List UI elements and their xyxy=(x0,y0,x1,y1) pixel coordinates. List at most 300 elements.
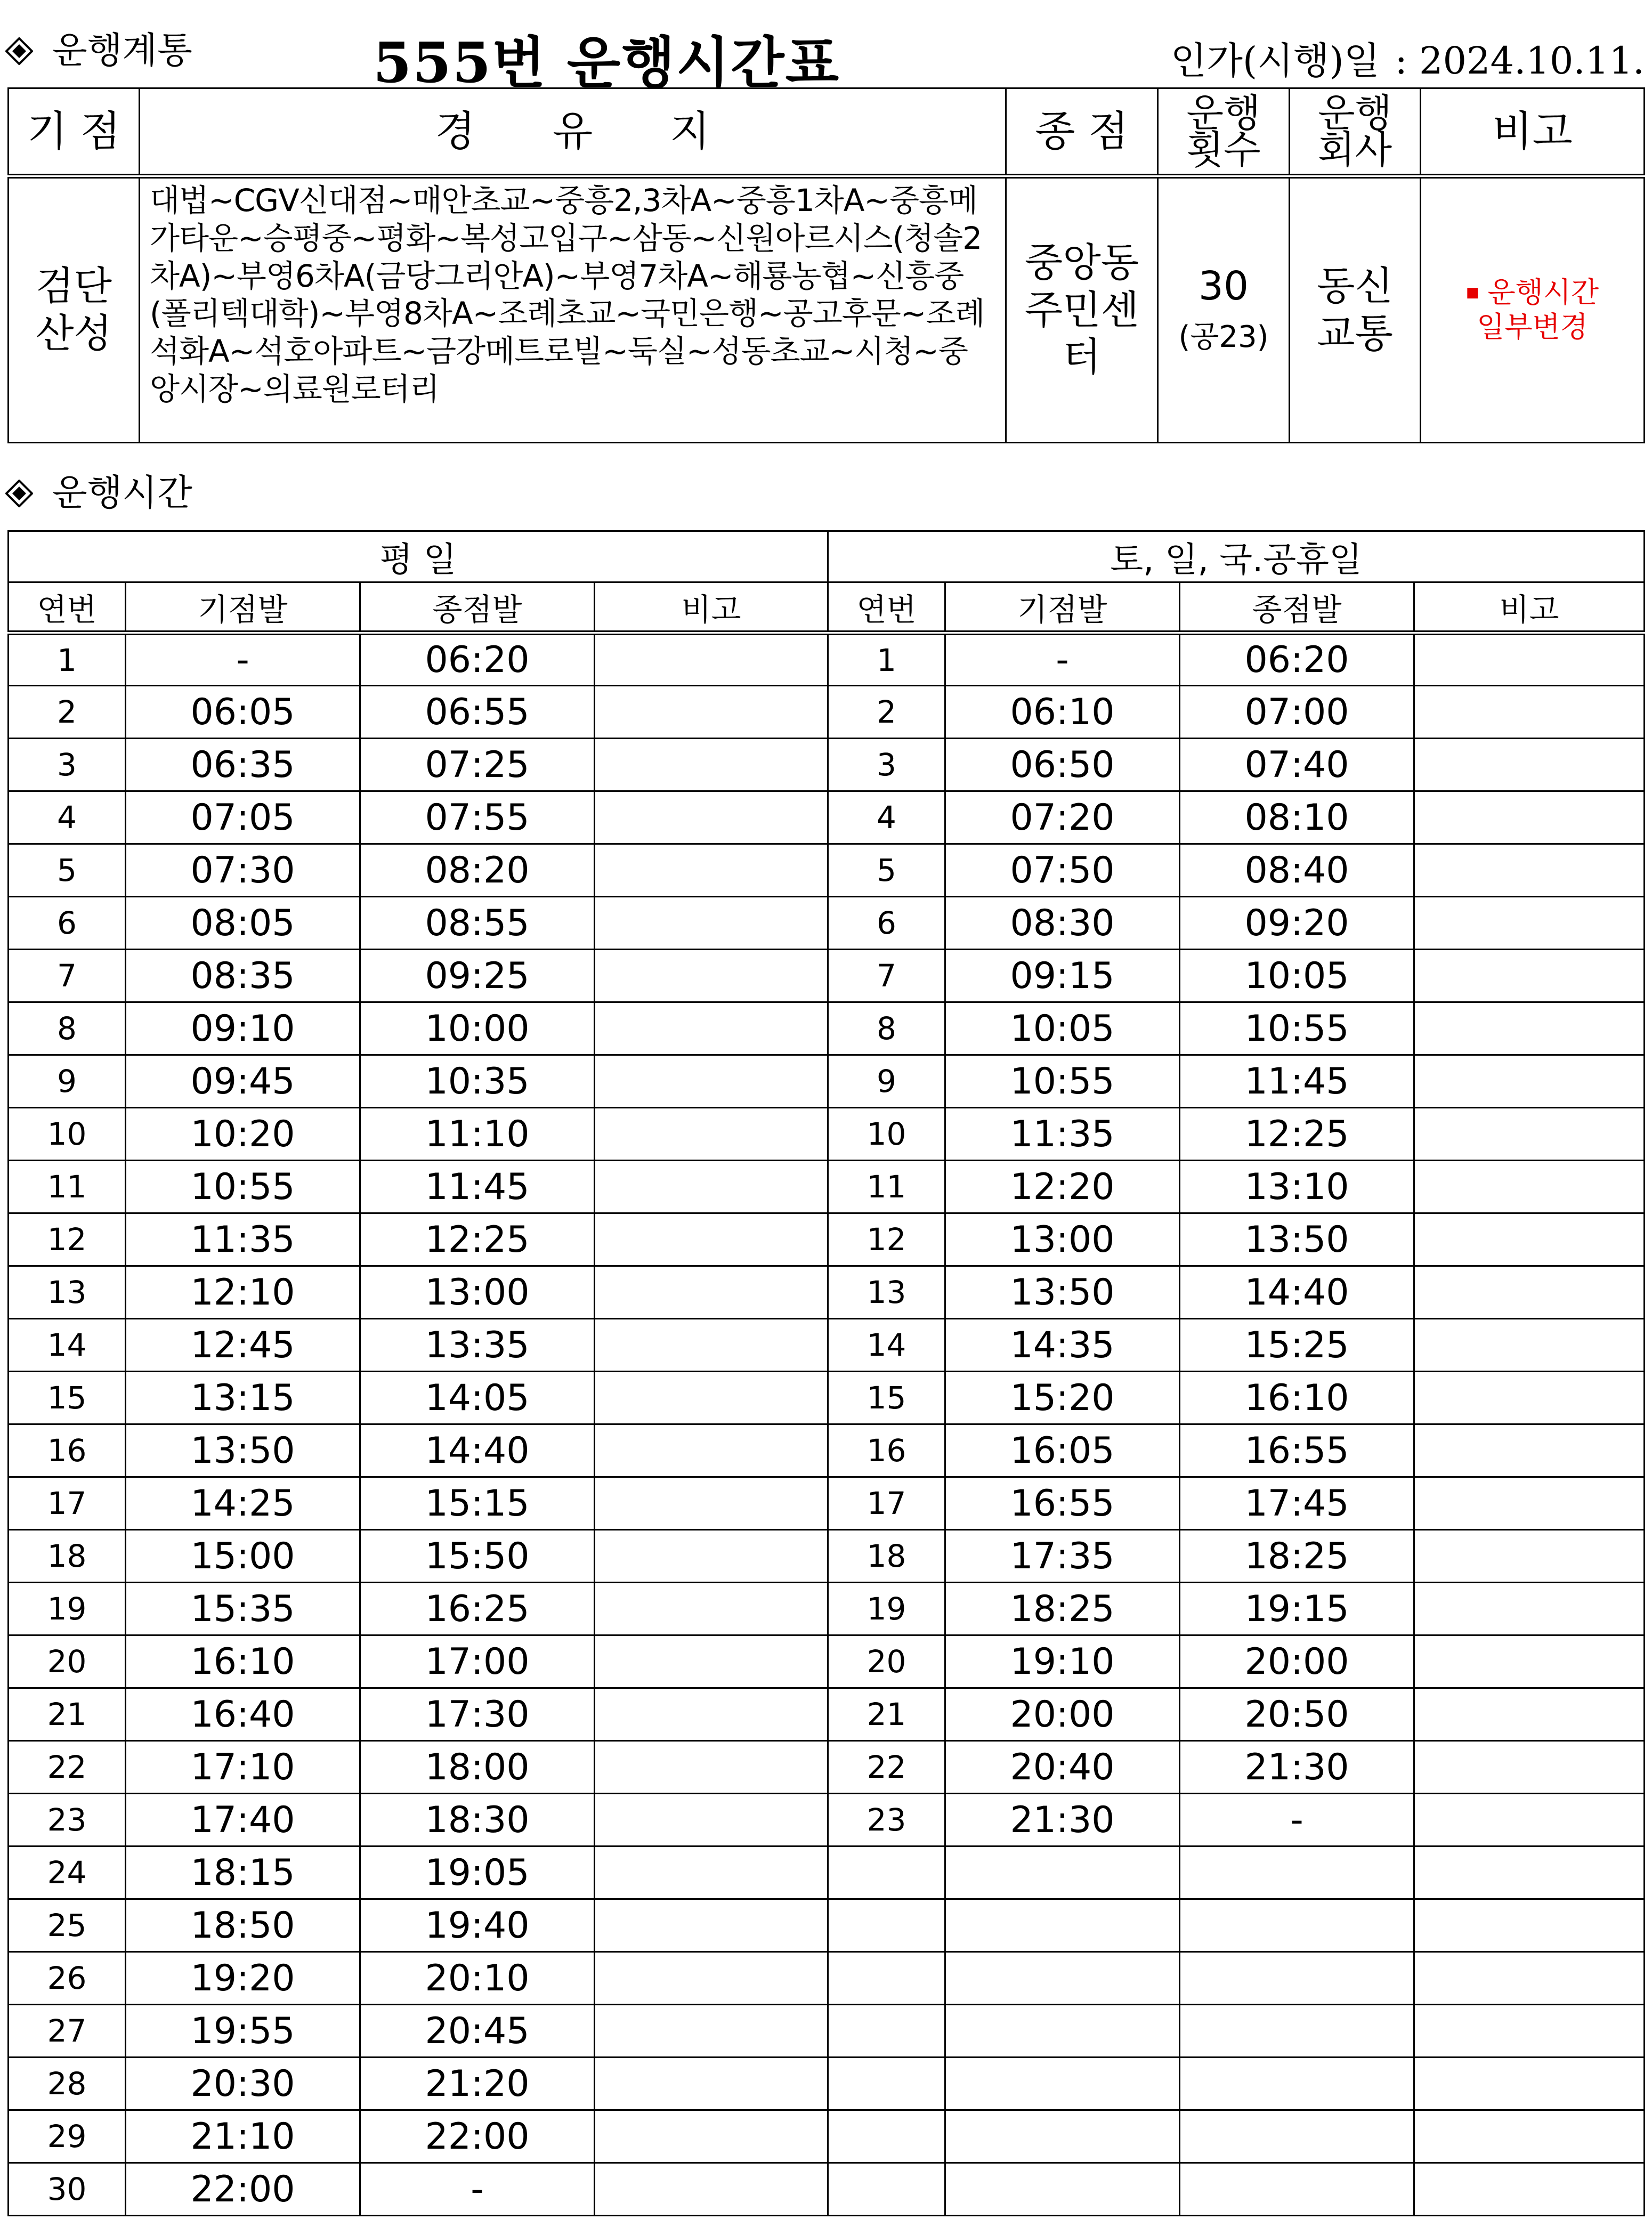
weekday-note-cell xyxy=(595,1108,828,1161)
run-count-sub: (공23) xyxy=(1178,320,1269,354)
diamond-bullet-icon xyxy=(5,37,33,65)
holiday-start-time xyxy=(945,1847,1180,1899)
table-row xyxy=(9,633,1645,686)
table-row xyxy=(9,1055,1645,1108)
table-row xyxy=(9,1635,1645,1688)
holiday-end-time xyxy=(1180,1952,1414,2005)
weekday-run-no: 3 xyxy=(9,739,126,791)
holiday-col-note: 비고 xyxy=(1414,582,1645,633)
holiday-start-time: 07:20 xyxy=(945,791,1180,844)
holiday-note-cell xyxy=(1414,1161,1645,1213)
table-row xyxy=(9,1372,1645,1424)
holiday-start-time: 06:50 xyxy=(945,739,1180,791)
weekday-col-note: 비고 xyxy=(595,582,828,633)
weekday-end-time: 08:20 xyxy=(360,844,595,897)
holiday-start-time: 17:35 xyxy=(945,1530,1180,1583)
weekday-end-time: 15:50 xyxy=(360,1530,595,1583)
weekday-col-end: 종점발 xyxy=(360,582,595,633)
weekday-end-time: - xyxy=(360,2163,595,2216)
weekday-end-time: 20:45 xyxy=(360,2005,595,2058)
weekday-note-cell xyxy=(595,1055,828,1108)
holiday-start-time: 10:55 xyxy=(945,1055,1180,1108)
holiday-note-cell xyxy=(1414,1635,1645,1688)
holiday-note-cell xyxy=(1414,1108,1645,1161)
holiday-note-cell xyxy=(1414,1688,1645,1741)
holiday-end-time: 17:45 xyxy=(1180,1477,1414,1530)
holiday-run-no: 2 xyxy=(828,686,945,739)
holiday-end-time: 13:10 xyxy=(1180,1161,1414,1213)
weekday-run-no: 18 xyxy=(9,1530,126,1583)
weekday-end-time: 11:45 xyxy=(360,1161,595,1213)
weekday-note-cell xyxy=(595,1002,828,1055)
holiday-note-cell xyxy=(1414,1741,1645,1794)
table-row xyxy=(9,2005,1645,2058)
header-company-line2: 회사 xyxy=(1317,127,1392,172)
weekday-note-cell xyxy=(595,1372,828,1424)
holiday-start-time: 07:50 xyxy=(945,844,1180,897)
holiday-start-time xyxy=(945,2163,1180,2216)
schedule-column-header-row xyxy=(9,582,1645,633)
holiday-col-no: 연번 xyxy=(828,582,945,633)
holiday-end-time: 18:25 xyxy=(1180,1530,1414,1583)
end-stop-line3: 터 xyxy=(1063,334,1101,380)
weekday-note-cell xyxy=(595,686,828,739)
weekday-run-no: 2 xyxy=(9,686,126,739)
weekday-end-time: 21:20 xyxy=(360,2058,595,2110)
holiday-end-time xyxy=(1180,2163,1414,2216)
table-row xyxy=(9,1319,1645,1372)
weekday-run-no: 4 xyxy=(9,791,126,844)
weekday-note-cell xyxy=(595,1952,828,2005)
weekday-start-time: 13:50 xyxy=(126,1424,360,1477)
holiday-end-time: 20:00 xyxy=(1180,1635,1414,1688)
weekday-start-time: 19:55 xyxy=(126,2005,360,2058)
holiday-note-cell xyxy=(1414,633,1645,686)
weekday-run-no: 25 xyxy=(9,1899,126,1952)
route-section-label: 운행계통 xyxy=(52,30,192,72)
weekday-start-time: 15:00 xyxy=(126,1530,360,1583)
table-row xyxy=(9,1477,1645,1530)
header-runs xyxy=(1158,88,1290,176)
holiday-start-time: 16:55 xyxy=(945,1477,1180,1530)
end-stop-line1: 중앙동 xyxy=(1024,239,1139,286)
weekday-end-time: 08:55 xyxy=(360,897,595,950)
weekday-start-time: 17:10 xyxy=(126,1741,360,1794)
weekday-run-no: 8 xyxy=(9,1002,126,1055)
holiday-end-time: 20:50 xyxy=(1180,1688,1414,1741)
holiday-run-no: 22 xyxy=(828,1741,945,1794)
company-line2: 교통 xyxy=(1317,311,1393,357)
weekday-note-cell xyxy=(595,1794,828,1847)
holiday-start-time: - xyxy=(945,633,1180,686)
weekday-note-cell xyxy=(595,1741,828,1794)
weekday-end-time: 07:55 xyxy=(360,791,595,844)
weekday-run-no: 12 xyxy=(9,1213,126,1266)
weekday-end-time: 20:10 xyxy=(360,1952,595,2005)
holiday-run-no: 12 xyxy=(828,1213,945,1266)
weekday-end-time: 19:05 xyxy=(360,1847,595,1899)
holiday-start-time: 19:10 xyxy=(945,1635,1180,1688)
weekday-start-time: 13:15 xyxy=(126,1372,360,1424)
holiday-run-no: 14 xyxy=(828,1319,945,1372)
holiday-end-time: - xyxy=(1180,1794,1414,1847)
holiday-start-time: 09:15 xyxy=(945,950,1180,1002)
weekday-end-time: 19:40 xyxy=(360,1899,595,1952)
route-note-line1: 운행시간 xyxy=(1487,276,1599,310)
via-stops: 대법~CGV신대점~매안초교~중흥2,3차A~중흥1차A~중흥메가타운~승평중~평화~복성고입구~삼동~신원아르시스(청솔2차A)~부영6차A(금당그리안A)~부영7차A~해룡농협~신흥중(폴리텍대학)~부영8차A~조례초교~국민은행~공고후문~조례석화A~석호아파트~금강메트로빌~둑실~성동초교~시청~중앙시장~의료원로터리 xyxy=(140,176,1006,443)
weekday-note-cell xyxy=(595,844,828,897)
table-row xyxy=(9,1583,1645,1635)
weekday-run-no: 23 xyxy=(9,1794,126,1847)
table-row xyxy=(9,1952,1645,2005)
holiday-start-time: 15:20 xyxy=(945,1372,1180,1424)
holiday-start-time: 14:35 xyxy=(945,1319,1180,1372)
holiday-note-cell xyxy=(1414,844,1645,897)
weekday-start-time: 18:15 xyxy=(126,1847,360,1899)
holiday-run-no: 1 xyxy=(828,633,945,686)
holiday-run-no: 10 xyxy=(828,1108,945,1161)
route-info-header-row xyxy=(9,88,1645,176)
weekday-start-time: 18:50 xyxy=(126,1899,360,1952)
holiday-end-time: 12:25 xyxy=(1180,1108,1414,1161)
holiday-note-cell xyxy=(1414,1899,1645,1952)
holiday-note-cell xyxy=(1414,1372,1645,1424)
weekday-run-no: 10 xyxy=(9,1108,126,1161)
weekday-start-time: 20:30 xyxy=(126,2058,360,2110)
weekday-note-cell xyxy=(595,1213,828,1266)
weekday-note-cell xyxy=(595,2110,828,2163)
weekday-note-cell xyxy=(595,739,828,791)
table-row xyxy=(9,1530,1645,1583)
holiday-run-no xyxy=(828,2005,945,2058)
holiday-run-no: 11 xyxy=(828,1161,945,1213)
holiday-start-time: 16:05 xyxy=(945,1424,1180,1477)
holiday-run-no: 13 xyxy=(828,1266,945,1319)
weekday-note-cell xyxy=(595,2163,828,2216)
table-row xyxy=(9,1108,1645,1161)
table-row xyxy=(9,1688,1645,1741)
weekday-end-time: 14:40 xyxy=(360,1424,595,1477)
weekday-start-time: 09:10 xyxy=(126,1002,360,1055)
holiday-end-time xyxy=(1180,2058,1414,2110)
weekday-note-cell xyxy=(595,1899,828,1952)
holiday-note-cell xyxy=(1414,1952,1645,2005)
weekday-start-time: 09:45 xyxy=(126,1055,360,1108)
route-info-row xyxy=(9,176,1645,443)
weekday-run-no: 5 xyxy=(9,844,126,897)
schedule-body xyxy=(9,633,1645,2216)
holiday-end-time xyxy=(1180,2005,1414,2058)
holiday-start-time: 12:20 xyxy=(945,1161,1180,1213)
holiday-note-cell xyxy=(1414,950,1645,1002)
holiday-end-time: 13:50 xyxy=(1180,1213,1414,1266)
holiday-note-cell xyxy=(1414,2110,1645,2163)
weekday-run-no: 13 xyxy=(9,1266,126,1319)
weekday-note-cell xyxy=(595,1847,828,1899)
holiday-run-no: 20 xyxy=(828,1635,945,1688)
end-stop xyxy=(1006,176,1158,443)
weekday-note-cell xyxy=(595,1161,828,1213)
holiday-run-no xyxy=(828,2058,945,2110)
holiday-note-cell xyxy=(1414,1847,1645,1899)
weekday-note-cell xyxy=(595,1583,828,1635)
holiday-note-cell xyxy=(1414,2163,1645,2216)
holiday-note-cell xyxy=(1414,791,1645,844)
holiday-end-time: 11:45 xyxy=(1180,1055,1414,1108)
holiday-end-time: 19:15 xyxy=(1180,1583,1414,1635)
holiday-end-time: 15:25 xyxy=(1180,1319,1414,1372)
end-stop-line2: 주민센 xyxy=(1024,287,1139,333)
weekday-start-time: 07:30 xyxy=(126,844,360,897)
route-note-line2: 일부변경 xyxy=(1477,310,1588,344)
holiday-start-time: 10:05 xyxy=(945,1002,1180,1055)
holiday-end-time: 07:40 xyxy=(1180,739,1414,791)
weekday-note-cell xyxy=(595,1477,828,1530)
holiday-run-no: 4 xyxy=(828,791,945,844)
weekday-note-cell xyxy=(595,791,828,844)
schedule-section-label: 운행시간 xyxy=(52,472,192,514)
weekday-note-cell xyxy=(595,1424,828,1477)
table-row xyxy=(9,1741,1645,1794)
weekday-start-time: 15:35 xyxy=(126,1583,360,1635)
header-note: 비고 xyxy=(1421,88,1645,176)
holiday-col-end: 종점발 xyxy=(1180,582,1414,633)
diamond-bullet-icon xyxy=(5,480,33,507)
weekday-start-time: 17:40 xyxy=(126,1794,360,1847)
weekday-start-time: 07:05 xyxy=(126,791,360,844)
holiday-note-cell xyxy=(1414,1319,1645,1372)
header-runs-line1: 운행 xyxy=(1186,91,1261,136)
holiday-note-cell xyxy=(1414,1794,1645,1847)
table-row xyxy=(9,1899,1645,1952)
route-section-title xyxy=(5,30,192,72)
table-row xyxy=(9,950,1645,1002)
weekday-start-time: 06:35 xyxy=(126,739,360,791)
weekday-run-no: 1 xyxy=(9,633,126,686)
weekday-start-time: 16:10 xyxy=(126,1635,360,1688)
holiday-run-no: 21 xyxy=(828,1688,945,1741)
holiday-start-time xyxy=(945,2110,1180,2163)
holiday-end-time: 21:30 xyxy=(1180,1741,1414,1794)
weekday-note-cell xyxy=(595,897,828,950)
header-start: 기 점 xyxy=(9,88,140,176)
holiday-note-cell xyxy=(1414,1583,1645,1635)
schedule-group-header-row xyxy=(9,531,1645,582)
weekday-run-no: 19 xyxy=(9,1583,126,1635)
holiday-start-time xyxy=(945,1952,1180,2005)
holiday-end-time: 10:55 xyxy=(1180,1002,1414,1055)
weekday-start-time: 16:40 xyxy=(126,1688,360,1741)
weekday-end-time: 14:05 xyxy=(360,1372,595,1424)
holiday-start-time: 11:35 xyxy=(945,1108,1180,1161)
weekday-start-time: 21:10 xyxy=(126,2110,360,2163)
holiday-start-time xyxy=(945,2005,1180,2058)
weekday-run-no: 28 xyxy=(9,2058,126,2110)
holiday-run-no: 8 xyxy=(828,1002,945,1055)
weekday-start-time: 22:00 xyxy=(126,2163,360,2216)
holiday-end-time: 09:20 xyxy=(1180,897,1414,950)
holiday-header: 토, 일, 국.공휴일 xyxy=(828,531,1645,582)
weekday-end-time: 16:25 xyxy=(360,1583,595,1635)
header-via-label: 경 유 지 xyxy=(435,107,710,156)
weekday-run-no: 16 xyxy=(9,1424,126,1477)
holiday-start-time: 20:00 xyxy=(945,1688,1180,1741)
weekday-note-cell xyxy=(595,2058,828,2110)
page-title: 555번 운행시간표 xyxy=(373,30,840,95)
table-row xyxy=(9,844,1645,897)
holiday-run-no: 7 xyxy=(828,950,945,1002)
table-row xyxy=(9,2163,1645,2216)
weekday-note-cell xyxy=(595,1266,828,1319)
weekday-note-cell xyxy=(595,1635,828,1688)
weekday-end-time: 06:55 xyxy=(360,686,595,739)
weekday-note-cell xyxy=(595,2005,828,2058)
holiday-run-no: 18 xyxy=(828,1530,945,1583)
weekday-run-no: 11 xyxy=(9,1161,126,1213)
weekday-run-no: 29 xyxy=(9,2110,126,2163)
table-row xyxy=(9,791,1645,844)
weekday-end-time: 15:15 xyxy=(360,1477,595,1530)
weekday-start-time: 10:55 xyxy=(126,1161,360,1213)
weekday-end-time: 09:25 xyxy=(360,950,595,1002)
holiday-run-no: 9 xyxy=(828,1055,945,1108)
holiday-end-time: 08:10 xyxy=(1180,791,1414,844)
weekday-note-cell xyxy=(595,1530,828,1583)
weekday-start-time: - xyxy=(126,633,360,686)
holiday-end-time xyxy=(1180,2110,1414,2163)
weekday-run-no: 24 xyxy=(9,1847,126,1899)
table-row xyxy=(9,686,1645,739)
holiday-start-time: 18:25 xyxy=(945,1583,1180,1635)
table-row xyxy=(9,1002,1645,1055)
holiday-end-time: 16:10 xyxy=(1180,1372,1414,1424)
holiday-note-cell xyxy=(1414,739,1645,791)
holiday-start-time: 13:00 xyxy=(945,1213,1180,1266)
header-company-line1: 운행 xyxy=(1317,91,1392,136)
approval-separator: : xyxy=(1395,39,1407,83)
holiday-note-cell xyxy=(1414,1002,1645,1055)
holiday-run-no: 3 xyxy=(828,739,945,791)
approval-date-line xyxy=(1171,31,1645,85)
holiday-end-time: 16:55 xyxy=(1180,1424,1414,1477)
weekday-note-cell xyxy=(595,1688,828,1741)
holiday-run-no: 15 xyxy=(828,1372,945,1424)
weekday-start-time: 06:05 xyxy=(126,686,360,739)
operator-company xyxy=(1290,176,1421,443)
holiday-start-time xyxy=(945,1899,1180,1952)
weekday-end-time: 18:30 xyxy=(360,1794,595,1847)
holiday-run-no xyxy=(828,1899,945,1952)
holiday-note-cell xyxy=(1414,897,1645,950)
holiday-run-no: 23 xyxy=(828,1794,945,1847)
weekday-end-time: 17:00 xyxy=(360,1635,595,1688)
holiday-run-no: 19 xyxy=(828,1583,945,1635)
schedule-section-title xyxy=(5,472,192,514)
weekday-start-time: 11:35 xyxy=(126,1213,360,1266)
weekday-run-no: 14 xyxy=(9,1319,126,1372)
holiday-start-time xyxy=(945,2058,1180,2110)
holiday-start-time: 08:30 xyxy=(945,897,1180,950)
holiday-note-cell xyxy=(1414,1055,1645,1108)
run-count-value: 30 xyxy=(1198,263,1249,310)
weekday-end-time: 10:00 xyxy=(360,1002,595,1055)
holiday-run-no: 5 xyxy=(828,844,945,897)
weekday-run-no: 26 xyxy=(9,1952,126,2005)
holiday-run-no: 17 xyxy=(828,1477,945,1530)
weekday-run-no: 30 xyxy=(9,2163,126,2216)
weekday-start-time: 08:05 xyxy=(126,897,360,950)
weekday-run-no: 6 xyxy=(9,897,126,950)
weekday-note-cell xyxy=(595,1319,828,1372)
weekday-end-time: 06:20 xyxy=(360,633,595,686)
header-via xyxy=(140,88,1006,176)
weekday-end-time: 22:00 xyxy=(360,2110,595,2163)
header-bar xyxy=(0,15,1652,95)
weekday-start-time: 12:10 xyxy=(126,1266,360,1319)
holiday-note-cell xyxy=(1414,1424,1645,1477)
holiday-end-time xyxy=(1180,1847,1414,1899)
weekday-start-time: 10:20 xyxy=(126,1108,360,1161)
holiday-run-no: 6 xyxy=(828,897,945,950)
table-row xyxy=(9,2110,1645,2163)
holiday-note-cell xyxy=(1414,1266,1645,1319)
header-runs-line2: 횟수 xyxy=(1186,127,1261,172)
holiday-col-start: 기점발 xyxy=(945,582,1180,633)
weekday-note-cell xyxy=(595,633,828,686)
route-note xyxy=(1421,176,1645,443)
weekday-run-no: 27 xyxy=(9,2005,126,2058)
holiday-note-cell xyxy=(1414,1213,1645,1266)
table-row xyxy=(9,2058,1645,2110)
weekday-run-no: 17 xyxy=(9,1477,126,1530)
weekday-run-no: 7 xyxy=(9,950,126,1002)
weekday-header: 평 일 xyxy=(9,531,828,582)
table-row xyxy=(9,1847,1645,1899)
holiday-note-cell xyxy=(1414,686,1645,739)
holiday-end-time: 06:20 xyxy=(1180,633,1414,686)
holiday-run-no xyxy=(828,2163,945,2216)
weekday-end-time: 11:10 xyxy=(360,1108,595,1161)
holiday-run-no xyxy=(828,1952,945,2005)
holiday-start-time: 20:40 xyxy=(945,1741,1180,1794)
square-bullet-icon: ■ xyxy=(1465,285,1479,301)
holiday-note-cell xyxy=(1414,2058,1645,2110)
weekday-note-cell xyxy=(595,950,828,1002)
weekday-end-time: 17:30 xyxy=(360,1688,595,1741)
holiday-end-time: 10:05 xyxy=(1180,950,1414,1002)
weekday-end-time: 18:00 xyxy=(360,1741,595,1794)
header-end: 종 점 xyxy=(1006,88,1158,176)
company-line1: 동신 xyxy=(1317,263,1393,310)
table-row xyxy=(9,1213,1645,1266)
table-row xyxy=(9,897,1645,950)
approval-date: 2024.10.11. xyxy=(1419,39,1645,83)
holiday-start-time: 06:10 xyxy=(945,686,1180,739)
weekday-run-no: 21 xyxy=(9,1688,126,1741)
weekday-run-no: 20 xyxy=(9,1635,126,1688)
weekday-end-time: 12:25 xyxy=(360,1213,595,1266)
weekday-end-time: 13:35 xyxy=(360,1319,595,1372)
holiday-note-cell xyxy=(1414,1477,1645,1530)
holiday-note-cell xyxy=(1414,2005,1645,2058)
schedule-table xyxy=(7,530,1645,2216)
weekday-end-time: 10:35 xyxy=(360,1055,595,1108)
weekday-end-time: 13:00 xyxy=(360,1266,595,1319)
run-count xyxy=(1158,176,1290,443)
start-stop-line1: 검단 xyxy=(36,263,112,310)
table-row xyxy=(9,1424,1645,1477)
weekday-start-time: 12:45 xyxy=(126,1319,360,1372)
